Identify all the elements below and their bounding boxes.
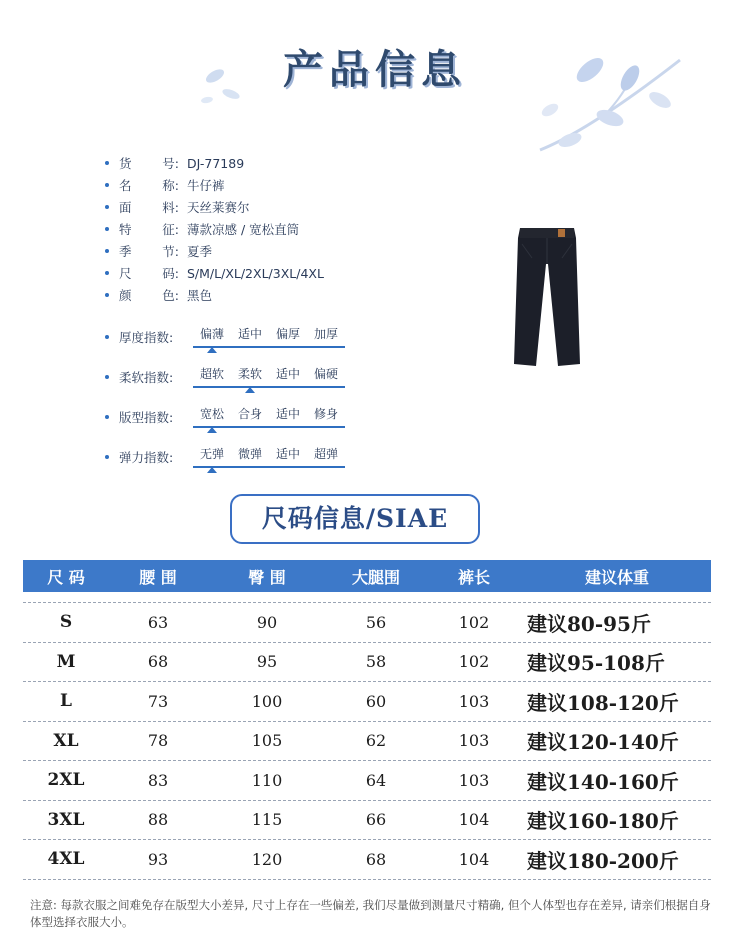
table-cell: M [56, 651, 76, 672]
table-cell: 建议108-120斤 [527, 690, 679, 715]
table-cell: 83 [147, 770, 169, 790]
size-info-heading: 尺码信息/SIAE [230, 494, 480, 544]
table-cell: 建议80-95斤 [527, 611, 651, 636]
index-option: 适中 [275, 446, 300, 461]
info-row-sku [105, 152, 425, 174]
table-cell: 88 [147, 810, 169, 830]
table-cell: 103 [458, 731, 490, 751]
info-value: DJ-77189 [187, 155, 245, 171]
table-cell: 66 [365, 810, 387, 830]
info-value: 牛仔裤 [187, 178, 225, 193]
table-cell: S [59, 612, 73, 633]
table-cell: 115 [251, 810, 283, 830]
info-value: 薄款凉感 / 宽松直筒 [187, 222, 300, 237]
table-cell: 60 [365, 691, 387, 711]
info-row-season [105, 240, 425, 262]
index-label: 厚度指数: [119, 330, 174, 345]
table-cell: 78 [147, 731, 169, 751]
info-row-feature [105, 218, 425, 240]
table-cell: 2XL [47, 770, 85, 791]
info-value: 黑色 [187, 288, 213, 303]
index-label: 弹力指数: [119, 450, 174, 465]
bullet-icon [105, 205, 109, 209]
index-option: 修身 [313, 406, 338, 421]
bullet-icon [105, 249, 109, 253]
index-row-fit [105, 397, 405, 437]
table-row [23, 643, 711, 683]
info-label: 名 称: [119, 178, 179, 193]
table-row [23, 801, 711, 841]
table-cell: 68 [147, 652, 169, 672]
column-header: 建议体重 [584, 567, 649, 587]
column-header: 裤长 [457, 567, 490, 587]
bullet-icon [105, 415, 109, 419]
index-option: 宽松 [199, 406, 224, 421]
info-label: 季 节: [119, 244, 179, 259]
table-cell: 90 [256, 612, 278, 632]
table-cell: 56 [365, 612, 387, 632]
index-option: 超弹 [313, 446, 338, 461]
index-option: 适中 [237, 326, 262, 341]
table-cell: 62 [365, 731, 387, 751]
table-cell: XL [53, 730, 79, 751]
table-cell: 102 [458, 652, 490, 672]
index-option: 微弹 [237, 446, 262, 461]
bullet-icon [105, 183, 109, 187]
info-value: 夏季 [187, 244, 213, 259]
table-cell: 103 [458, 770, 490, 790]
table-cell: 73 [147, 691, 169, 711]
column-header: 臀 围 [248, 567, 286, 587]
info-label: 颜 色: [119, 288, 179, 303]
size-disclaimer-note: 注意: 每款衣服之间难免存在版型大小差异, 尺寸上存在一些偏差, 我们尽量做到测量尺寸精确, 但个人体型也存在差异, 请亲们根据自身体型选择衣服大小。 [30, 898, 711, 929]
bullet-icon [105, 293, 109, 297]
index-option: 超软 [199, 366, 224, 381]
table-cell: 104 [458, 849, 490, 869]
index-option: 偏硬 [313, 366, 338, 381]
page-title: 产品信息 [283, 47, 467, 93]
table-cell: 3XL [47, 809, 85, 830]
bullet-icon [105, 227, 109, 231]
index-marker-icon [245, 387, 255, 393]
index-label: 柔软指数: [119, 370, 174, 385]
column-header: 大腿围 [351, 567, 400, 587]
table-cell: 64 [365, 770, 387, 790]
index-option: 无弹 [199, 446, 224, 461]
index-marker-icon [207, 347, 217, 353]
bullet-icon [105, 375, 109, 379]
table-cell: 103 [458, 691, 490, 711]
bullet-icon [105, 455, 109, 459]
index-option: 偏薄 [199, 326, 224, 341]
index-row-thickness [105, 317, 405, 357]
table-body [23, 602, 711, 880]
bullet-icon [105, 335, 109, 339]
info-row-fabric [105, 196, 425, 218]
table-row [23, 761, 711, 801]
info-label: 特 征: [119, 222, 179, 237]
info-label: 货 号: [119, 156, 179, 171]
index-option: 柔软 [237, 366, 262, 381]
table-cell: 102 [458, 612, 490, 632]
bullet-icon [105, 271, 109, 275]
index-label: 版型指数: [119, 410, 174, 425]
column-header: 腰 围 [139, 567, 177, 587]
table-cell: 建议140-160斤 [527, 769, 679, 794]
table-cell: 68 [365, 849, 387, 869]
table-cell: L [60, 691, 72, 712]
table-header [23, 560, 711, 592]
table-cell: 110 [251, 770, 283, 790]
table-row [23, 840, 711, 880]
table-cell: 120 [251, 849, 283, 869]
info-value: S/M/L/XL/2XL/3XL/4XL [187, 265, 324, 281]
product-info-list [105, 152, 425, 306]
table-cell: 63 [147, 612, 169, 632]
info-label: 面 料: [119, 200, 179, 215]
table-cell: 4XL [47, 849, 85, 870]
table-cell: 100 [251, 691, 283, 711]
table-cell: 104 [458, 810, 490, 830]
index-section [105, 317, 405, 477]
info-value: 天丝莱赛尔 [187, 200, 250, 215]
index-marker-icon [207, 427, 217, 433]
column-header: 尺 码 [47, 567, 85, 587]
index-option: 加厚 [313, 326, 338, 341]
table-cell: 建议180-200斤 [527, 848, 679, 873]
table-row [23, 722, 711, 762]
table-cell: 建议95-108斤 [527, 651, 665, 676]
index-scale-bar [193, 386, 345, 388]
info-row-color [105, 284, 425, 306]
table-row [23, 682, 711, 722]
table-cell: 58 [365, 652, 387, 672]
table-cell: 建议160-180斤 [527, 809, 679, 834]
bullet-icon [105, 161, 109, 165]
info-row-name [105, 174, 425, 196]
index-option: 适中 [275, 366, 300, 381]
info-row-size [105, 262, 425, 284]
jeans-product-image [512, 224, 582, 370]
index-row-elasticity [105, 437, 405, 477]
table-cell: 建议120-140斤 [527, 730, 679, 755]
size-table [23, 560, 711, 880]
index-option: 偏厚 [275, 326, 300, 341]
table-row [23, 603, 711, 643]
table-cell: 105 [251, 731, 283, 751]
index-option: 合身 [237, 406, 262, 421]
table-cell: 93 [147, 849, 169, 869]
index-marker-icon [207, 467, 217, 473]
info-label: 尺 码: [119, 266, 179, 281]
index-option: 适中 [275, 406, 300, 421]
index-row-softness [105, 357, 405, 397]
table-cell: 95 [256, 652, 278, 672]
